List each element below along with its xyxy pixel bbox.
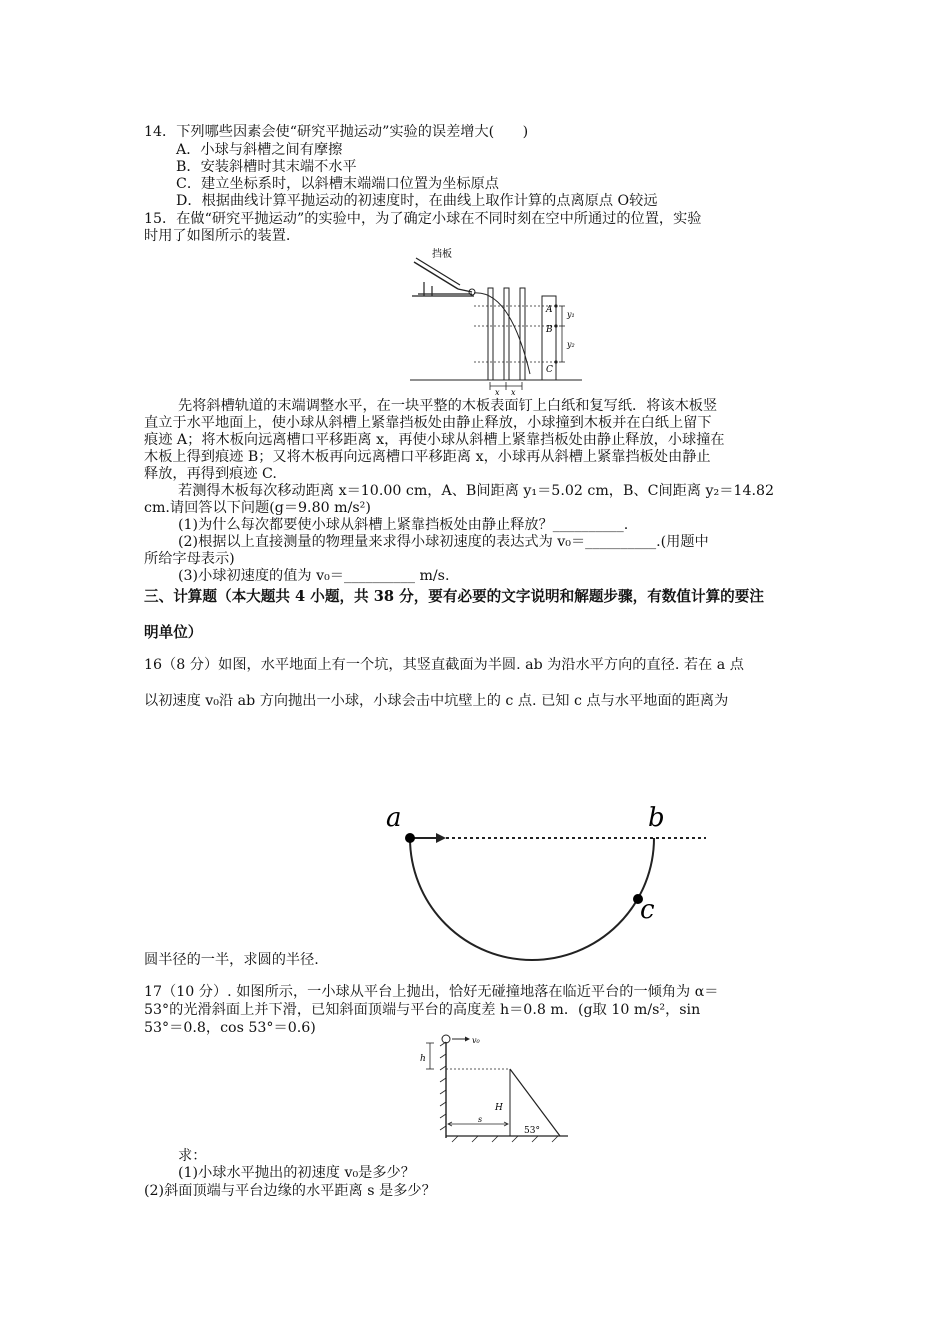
q14-stem: 14．下列哪些因素会使“研究平抛运动”实验的误差增大( ) xyxy=(144,124,529,140)
board-1 xyxy=(488,288,493,380)
q17-sub1: (1)小球水平抛出的初速度 v₀是多少？ xyxy=(178,1165,415,1181)
label-a: a xyxy=(386,803,402,833)
q16-line-2: 以初速度 v₀沿 ab 方向抛出一小球，小球会击中坑壁上的 c 点. 已知 c 点与水平地面的距离为 xyxy=(144,693,729,709)
q15-desc-line-1: 先将斜槽轨道的末端调整水平，在一块平整的木板表面钉上白纸和复写纸．将该木板竖 xyxy=(178,398,718,414)
q15-sub1: (1)为什么每次都要使小球从斜槽上紧靠挡板处由静止释放？__________. xyxy=(178,517,629,533)
q15-stem-line-2: 时用了如图所示的装置. xyxy=(144,228,291,244)
q14-option-c: C．建立坐标系时，以斜槽末端端口位置为坐标原点 xyxy=(176,176,499,192)
H-label: H xyxy=(495,1103,503,1113)
x1-label: x xyxy=(495,388,500,396)
x2-label: x xyxy=(511,388,516,396)
baffle-board xyxy=(414,262,458,289)
q15-sub3: (3)小球初速度的值为 v₀＝__________ m/s. xyxy=(178,568,450,584)
v0-label: v₀ xyxy=(472,1036,480,1045)
q15-sub2-line-2: 所给字母表示) xyxy=(144,551,235,567)
q15-data-line-2: cm.请回答以下问题(g＝9.80 m/s²) xyxy=(144,500,371,516)
q15-desc-line-2: 直立于水平地面上，使小球从斜槽上紧靠挡板处由静止释放，小球撞到木板并在白纸上留下 xyxy=(144,415,712,431)
pit-semicircle xyxy=(410,838,654,960)
baffle-label: 挡板 xyxy=(432,249,452,260)
y1-label: y₁ xyxy=(567,310,575,319)
q17-line-2: 53°的光滑斜面上并下滑，已知斜面顶端与平台的高度差 h＝0.8 m．(g取 10 m/s²，sin xyxy=(144,1002,701,1018)
q17-platform-figure xyxy=(412,1034,572,1146)
q16-line-1: 16（8 分）如图，水平地面上有一个坑，其竖直截面为半圆. ab 为沿水平方向的直径. 若在 a 点 xyxy=(144,657,744,673)
label-b: b xyxy=(648,803,665,833)
q17-sub2: (2)斜面顶端与平台边缘的水平距离 s 是多少？ xyxy=(144,1183,436,1199)
q15-desc-line-5: 释放，再得到痕迹 C. xyxy=(144,466,277,482)
y2-label: y₂ xyxy=(567,340,575,349)
q17-line-3: 53°＝0.8，cos 53°＝0.6) xyxy=(144,1020,316,1036)
board-3 xyxy=(520,288,525,380)
mark-c xyxy=(554,360,557,363)
label-c: c xyxy=(640,895,655,925)
q15-desc-line-4: 木板上得到痕迹 B；又将木板再向远离槽口平移距离 x，小球再从斜槽上紧靠挡板处由静止 xyxy=(144,449,711,465)
q15-stem-line-1: 15．在做“研究平抛运动”的实验中，为了确定小球在不同时刻在空中所通过的位置，实验 xyxy=(144,211,702,227)
mark-b-label: B xyxy=(546,325,553,335)
mark-b xyxy=(554,324,557,327)
q17-line-1: 17（10 分）. 如图所示，一小球从平台上抛出，恰好无碰撞地落在临近平台的一倾角为 α＝ xyxy=(144,984,719,1000)
angle-label: 53° xyxy=(524,1126,540,1136)
board-2 xyxy=(504,288,509,380)
mark-a-label: A xyxy=(546,305,553,315)
section3-title-line-2: 明单位） xyxy=(144,624,203,641)
q14-option-d: D．根据曲线计算平抛运动的初速度时，在曲线上取作计算的点离原点 O较远 xyxy=(176,193,658,209)
mark-c-label: C xyxy=(546,365,553,375)
point-a xyxy=(405,833,415,843)
mark-a xyxy=(554,304,557,307)
q15-apparatus-figure xyxy=(410,244,590,396)
q15-sub2-line-1: (2)根据以上直接测量的物理量来求得小球初速度的表达式为 v₀＝__________.(用题中 xyxy=(178,534,709,550)
ball xyxy=(442,1035,450,1043)
h-label: h xyxy=(420,1054,426,1064)
q16-semicircle-figure xyxy=(380,800,710,970)
section3-title-line-1: 三、计算题（本大题共 4 小题，共 38 分，要有必要的文字说明和解题步骤，有数值计算的要注 xyxy=(144,588,764,605)
q15-desc-line-3: 痕迹 A；将木板向远离槽口平移距离 x，再使小球从斜槽上紧靠挡板处由静止释放，小球撞在 xyxy=(144,432,725,448)
q17-ask: 求： xyxy=(178,1148,207,1164)
s-label: s xyxy=(478,1115,483,1124)
q16-line-3: 圆半径的一半，求圆的半径. xyxy=(144,952,319,968)
q15-data-line-1: 若测得木板每次移动距离 x＝10.00 cm，A、B间距离 y₁＝5.02 cm，B、C间距离 y₂＝14.82 xyxy=(178,483,775,499)
q14-option-a: A．小球与斜槽之间有摩擦 xyxy=(176,142,343,158)
q14-option-b: B．安装斜槽时其末端不水平 xyxy=(176,159,357,175)
